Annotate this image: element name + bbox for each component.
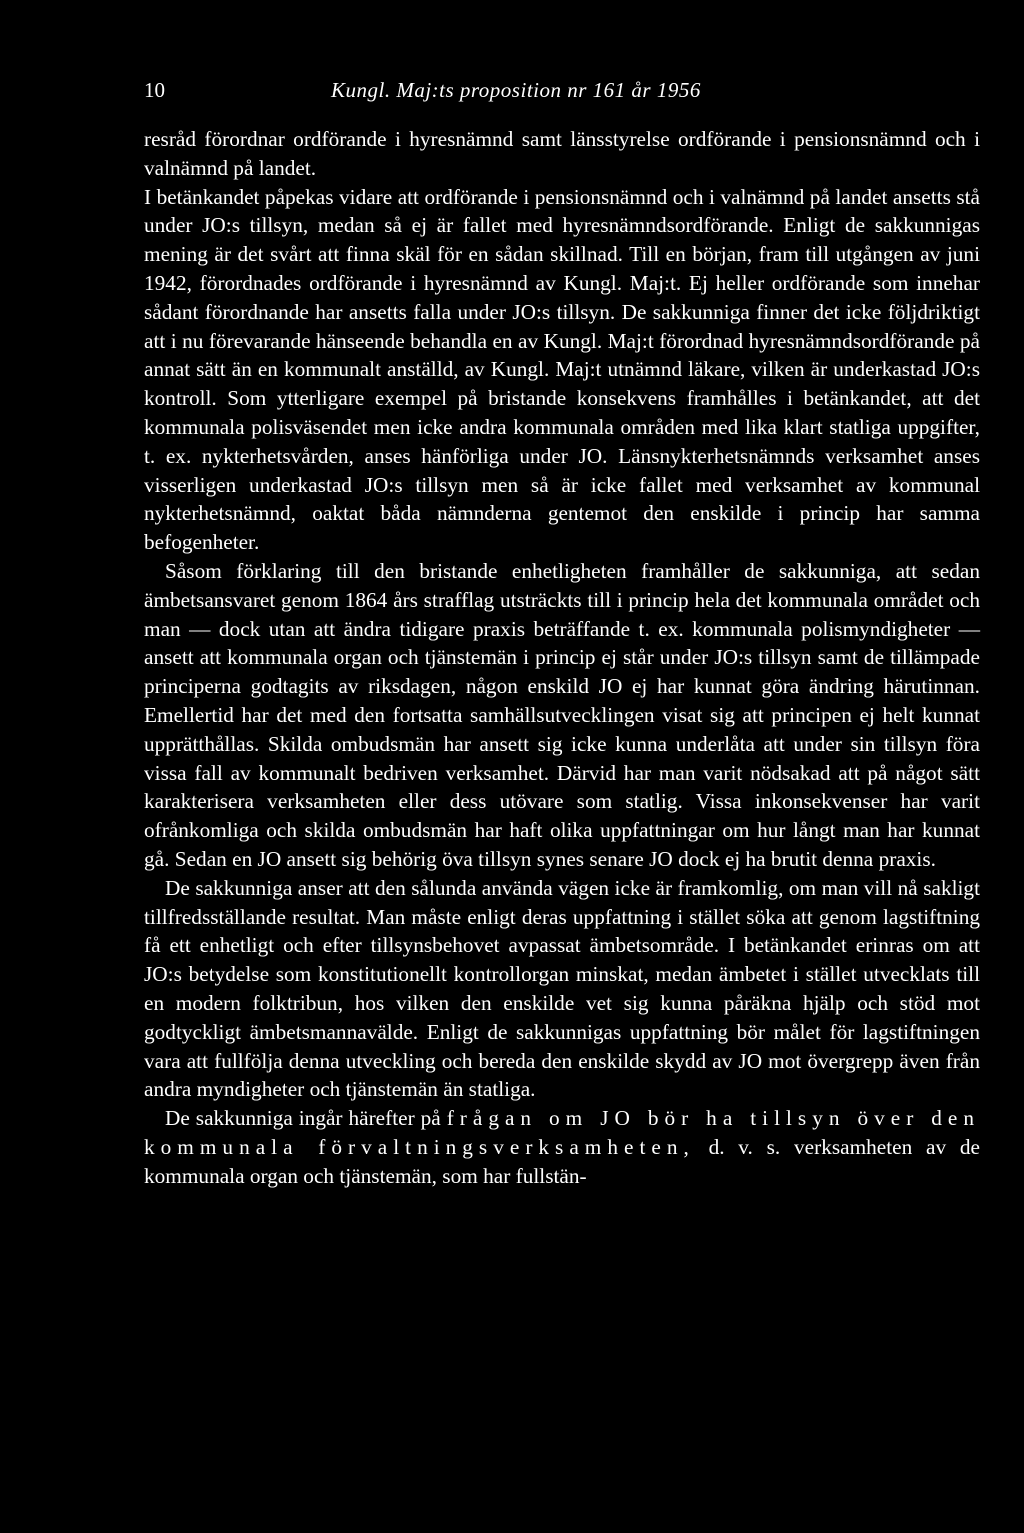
paragraph-5-tail: d. v. s. verksamheten av de kommunala organ och tjänstemän, som har fullstän- — [144, 1134, 980, 1188]
paragraph-4: De sakkunniga anser att den sålunda använda vägen icke är framkomlig, om man vill nå sakligt tillfredsställande resultat. Man måste enligt deras uppfattning i stället söka att genom lagstiftning få ett enhetligt och efter tillsynsbehovet avpassat ämbetsområde. I betänkandet erinras om att JO:s betydelse som konstitutionellt kontrollorgan minskat, medan ämbetet i stället utvecklats till en modern folktribun, hos vilken den enskilde vet sig kunna påräkna hjälp och stöd mot godtyckligt ämbetsmannavälde. Enligt de sakkunnigas uppfattning bör målet för lagstiftningen vara att fullfölja denna utveckling och bereda den enskilde skydd av JO mot övergrepp även från andra myndigheter och tjänstemän än statliga. — [144, 875, 980, 1102]
paragraph-1: resråd förordnar ordförande i hyresnämnd samt länsstyrelse ordförande i pensionsnämnd och i valnämnd på landet. — [144, 127, 980, 180]
page-header — [144, 78, 984, 112]
page-number: 10 — [144, 78, 165, 102]
paragraph-5-lead: De sakkunniga ingår härefter på — [165, 1106, 447, 1131]
running-title: Kungl. Maj:ts proposition nr 161 år 1956 — [331, 78, 701, 102]
paragraph-5 — [144, 1104, 980, 1190]
paragraph-2: I betänkandet påpekas vidare att ordförande i pensionsnämnd och i valnämnd på landet ansetts stå under JO:s tillsyn, medan så ej är fallet med hyresnämndsordförande. Enligt de sakkunnigas mening är det svårt att finna skäl för en sådan skillnad. Till en början, fram till utgången av juni 1942, förordnades ordförande i hyresnämnd av Kungl. Maj:t. Ej heller ordförande som innehar sådant förordnande har ansetts falla under JO:s tillsyn. De sakkunniga finner det icke följdriktigt att i nu förevarande hänseende behandla en av Kungl. Maj:t förordnad hyresnämndsordförande på annat sätt än en kommunalt anställd, av Kungl. Maj:t utnämnd läkare, vilken är underkastad JO:s kontroll. Som ytterligare exempel på bristande konsekvens framhålles i betänkandet, att det kommunala polisväsendet men icke andra kommunala områden med lika klart statliga uppgifter, t. ex. nykterhetsvården, anses hänförliga under JO. Länsnykterhetsnämnds verksamhet anses visserligen underkastad JO:s tillsyn men så är icke fallet med verksamhet av kommunal nykterhetsnämnd, oaktat båda nämnderna gentemot den enskilde i princip har samma befogenheter. — [144, 184, 980, 555]
paragraph-3: Såsom förklaring till den bristande enhetligheten framhåller de sakkunniga, att sedan ämbetsansvaret genom 1864 års strafflag utsträckts till i princip hela det kommunala området och man — dock utan att ändra tidigare praxis beträffande t. ex. kommunala polismyndigheter — ansett att kommunala organ och tjänstemän i princip ej står under JO:s tillsyn samt de tillämpade principerna godtagits av riksdagen, någon enskild JO ej har kunnat göra ändring härutinnan. Emellertid har det med den fortsatta samhällsutvecklingen visat sig att principen ej helt kunnat upprätthållas. Skilda ombudsmän har ansett sig icke kunna underlåta att under sin tillsyn föra vissa fall av kommunalt bedriven verksamhet. Därvid har man varit nödsakad att på något sätt karakterisera verksamheten eller dess utövare som statlig. Vissa inkonsekvenser har varit ofrånkomliga och skilda ombudsmän har haft olika uppfattningar om hur långt man har kunnat gå. Sedan en JO ansett sig behörig öva tillsyn synes senare JO dock ej ha brutit denna praxis. — [144, 558, 980, 871]
paragraph-5-emphasis: frågan om JO bör ha tillsyn över den kommunala förvaltningsverksamheten, — [144, 1106, 980, 1159]
body-text — [144, 125, 980, 1190]
